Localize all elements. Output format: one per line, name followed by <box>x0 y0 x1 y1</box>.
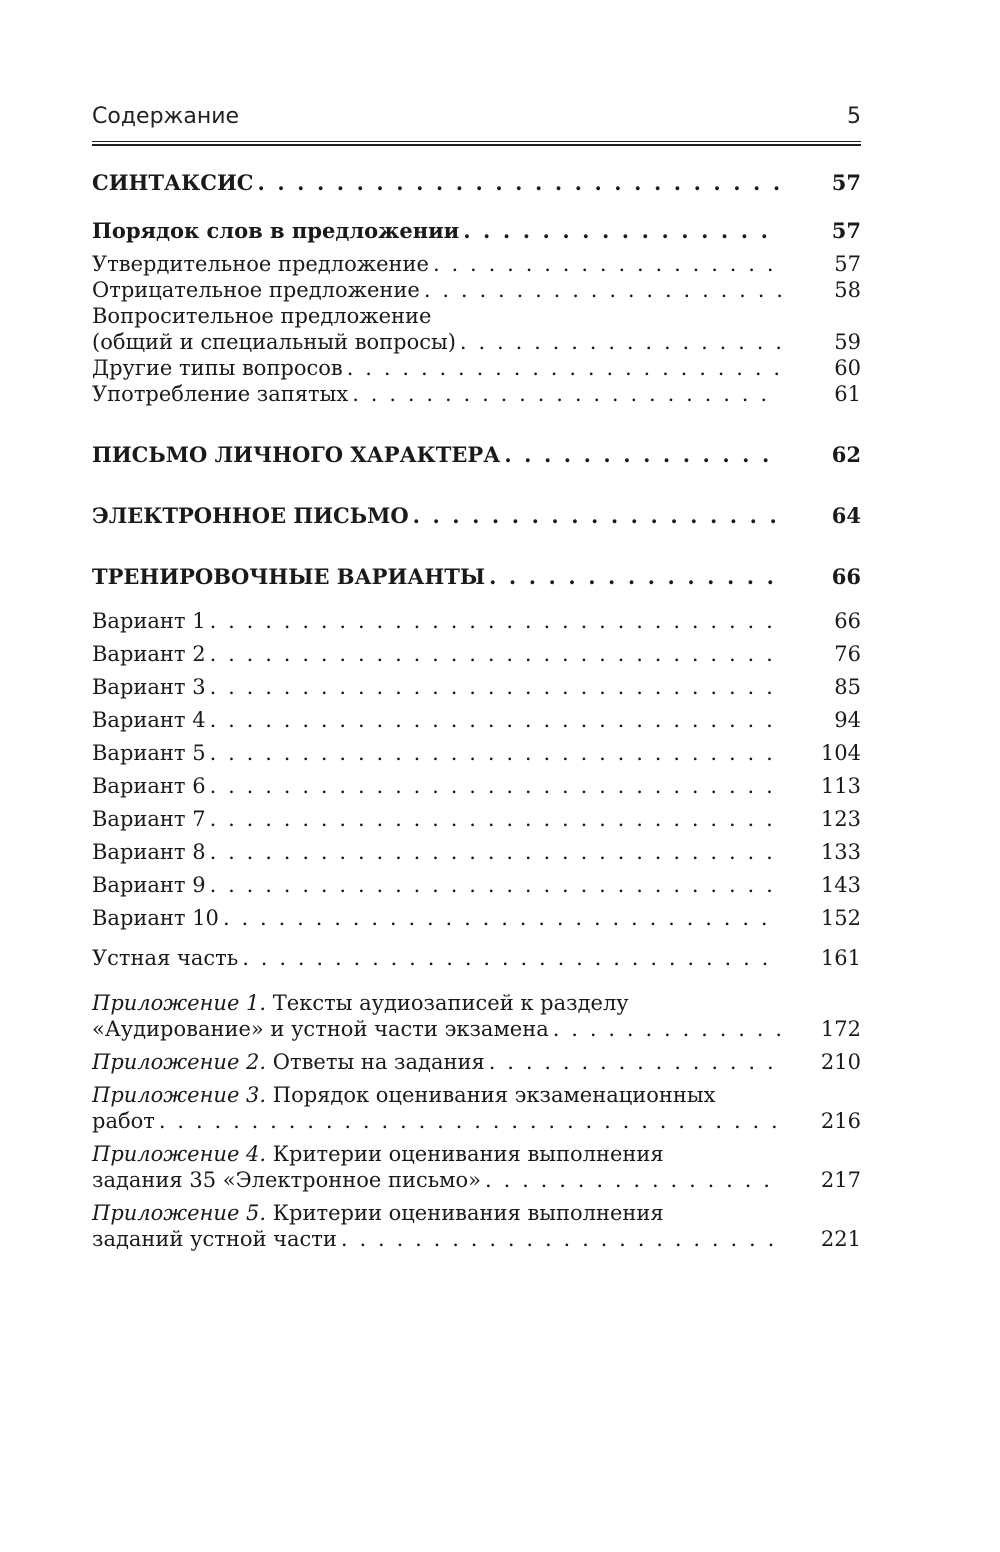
leader-dots <box>210 770 781 803</box>
appendix-prefix: Приложение 4. <box>92 1142 267 1166</box>
running-header <box>92 104 861 134</box>
toc-entry-label: Вариант 10 <box>92 906 219 930</box>
leader-dots <box>242 945 781 971</box>
toc-entry-page: 133 <box>820 840 861 864</box>
leader-dots <box>485 1167 781 1193</box>
toc-entry-label: Вариант 5 <box>92 741 206 765</box>
toc-entry-variant <box>92 836 861 869</box>
toc-entry-page: 94 <box>834 708 861 732</box>
appendix-prefix: Приложение 1. <box>92 991 267 1015</box>
toc-entry-page: 161 <box>820 946 861 970</box>
toc-entry-label: Устная часть <box>92 946 239 970</box>
appendix-prefix: Приложение 3. <box>92 1083 267 1107</box>
toc-entry-variant <box>92 638 861 671</box>
leader-dots <box>223 902 781 935</box>
toc-entry-label: Вариант 1 <box>92 609 206 633</box>
leader-dots <box>352 381 781 407</box>
toc-entry-page: 143 <box>820 873 861 897</box>
toc-entry-label: «Аудирование» и устной части экзамена <box>92 1017 549 1041</box>
toc-entry-page: 113 <box>820 774 861 798</box>
toc-entry-label: Отрицательное предложение <box>92 278 420 302</box>
appendix-prefix: Приложение 2. <box>92 1050 267 1074</box>
toc-entry-page: 221 <box>820 1227 861 1251</box>
appendix-line <box>92 1049 861 1075</box>
leader-dots <box>424 277 781 303</box>
toc-entry-label: заданий устной части <box>92 1227 337 1251</box>
toc-entry-page: 57 <box>831 170 861 195</box>
toc-entry-label: (общий и специальный вопросы) <box>92 330 456 354</box>
leader-dots <box>460 329 781 355</box>
leader-dots <box>347 355 781 381</box>
toc-entry-appendix-4 <box>92 1141 861 1193</box>
toc-entry-label: ПИСЬМО ЛИЧНОГО ХАРАКТЕРА <box>92 442 501 467</box>
appendix-line <box>92 1200 861 1226</box>
appendix-line <box>92 990 861 1016</box>
toc-entry-page: 62 <box>831 442 861 467</box>
toc-entry-page: 60 <box>834 356 861 380</box>
appendix-line <box>92 1167 861 1193</box>
leader-dots <box>210 737 781 770</box>
toc-entry-label: Утвердительное предложение <box>92 252 429 276</box>
toc-entry-commas <box>92 381 861 407</box>
leader-dots <box>159 1108 781 1134</box>
toc-entry-oral <box>92 945 861 971</box>
toc-entry-page: 217 <box>820 1168 861 1192</box>
toc-entry-page: 104 <box>820 741 861 765</box>
appendix-line <box>92 1226 861 1252</box>
toc-entry-label: ЭЛЕКТРОННОЕ ПИСЬМО <box>92 503 409 528</box>
toc-entry-label: задания 35 «Электронное письмо» <box>92 1168 482 1192</box>
toc-entry-affirmative <box>92 251 861 277</box>
toc-entry-page: 123 <box>820 807 861 831</box>
leader-dots <box>433 251 781 277</box>
toc-entry-negative <box>92 277 861 303</box>
toc-entry-page: 85 <box>834 675 861 699</box>
toc-entry-interrogative-line1: Вопросительное предложение <box>92 304 432 328</box>
toc-entry-appendix-3 <box>92 1082 861 1134</box>
toc-entry-variant <box>92 704 861 737</box>
toc-entry-label <box>92 1049 489 1075</box>
leader-dots <box>258 170 782 196</box>
toc-entry-appendix-2 <box>92 1049 861 1075</box>
toc-entry-personal-letter <box>92 442 861 468</box>
toc-entry-email <box>92 503 861 529</box>
leader-dots <box>210 638 781 671</box>
leader-dots <box>504 442 781 468</box>
toc-entry-label: ТРЕНИРОВОЧНЫЕ ВАРИАНТЫ <box>92 564 486 589</box>
table-of-contents <box>92 167 861 1252</box>
toc-entry-label: Вариант 8 <box>92 840 206 864</box>
toc-entry-label: СИНТАКСИС <box>92 170 254 195</box>
toc-entry-page: 66 <box>834 609 861 633</box>
leader-dots <box>553 1016 781 1042</box>
toc-entry-practice <box>92 564 861 590</box>
toc-entry-page: 58 <box>834 278 861 302</box>
toc-entry-variant <box>92 902 861 935</box>
appendix-title: Критерии оценивания выполнения <box>266 1201 664 1225</box>
toc-entry-variant <box>92 737 861 770</box>
leader-dots <box>210 605 781 638</box>
toc-entry-word-order <box>92 218 861 244</box>
appendix-title: Тексты аудиозаписей к разделу <box>266 991 629 1015</box>
leader-dots <box>210 836 781 869</box>
toc-entry-page: 57 <box>834 252 861 276</box>
leader-dots <box>210 803 781 836</box>
toc-entry-page: 59 <box>834 330 861 354</box>
toc-entry-page: 210 <box>820 1050 861 1074</box>
toc-entry-page: 172 <box>820 1017 861 1041</box>
variants-list <box>92 605 861 935</box>
toc-entry-appendix-1 <box>92 990 861 1042</box>
toc-entry-label: Вариант 7 <box>92 807 206 831</box>
toc-entry-label: Вариант 3 <box>92 675 206 699</box>
appendix-line <box>92 1141 861 1167</box>
toc-entry-label: Вариант 4 <box>92 708 206 732</box>
toc-entry-label: Другие типы вопросов <box>92 356 343 380</box>
header-rule <box>92 141 861 146</box>
leader-dots <box>210 869 781 902</box>
leader-dots <box>463 218 781 244</box>
toc-entry-label: Вариант 9 <box>92 873 206 897</box>
toc-entry-page: 64 <box>831 503 861 528</box>
leader-dots <box>210 671 781 704</box>
appendix-prefix: Приложение 5. <box>92 1201 267 1225</box>
toc-entry-label: работ <box>92 1109 155 1133</box>
appendix-title: Критерии оценивания выполнения <box>266 1142 664 1166</box>
appendix-line <box>92 1082 861 1108</box>
toc-entry-syntax <box>92 170 861 196</box>
toc-entry-variant <box>92 869 861 902</box>
toc-entry-page: 216 <box>820 1109 861 1133</box>
appendix-line <box>92 1108 861 1134</box>
toc-entry-label: Вариант 6 <box>92 774 206 798</box>
toc-entry-other-questions <box>92 355 861 381</box>
appendix-line <box>92 1016 861 1042</box>
leader-dots <box>210 704 781 737</box>
toc-entry-variant <box>92 803 861 836</box>
toc-entry-label: Употребление запятых <box>92 382 349 406</box>
appendix-title: Ответы на задания <box>266 1050 485 1074</box>
leader-dots <box>341 1226 781 1252</box>
toc-entry-page: 66 <box>831 564 861 589</box>
leader-dots <box>413 503 781 529</box>
leader-dots <box>489 564 781 590</box>
toc-entry-label: Вариант 2 <box>92 642 206 666</box>
toc-entry-variant <box>92 770 861 803</box>
toc-entry-interrogative <box>92 329 861 355</box>
toc-entry-page: 152 <box>820 906 861 930</box>
toc-entry-page: 61 <box>834 382 861 406</box>
toc-entry-page: 76 <box>834 642 861 666</box>
toc-entry-label: Порядок слов в предложении <box>92 218 460 243</box>
toc-entry-appendix-5 <box>92 1200 861 1252</box>
appendix-title: Порядок оценивания экзаменационных <box>266 1083 716 1107</box>
toc-entry-variant <box>92 605 861 638</box>
toc-entry-variant <box>92 671 861 704</box>
page-number: 5 <box>847 104 861 129</box>
header-title: Содержание <box>92 104 240 129</box>
toc-entry-page: 57 <box>831 218 861 243</box>
leader-dots <box>489 1049 781 1075</box>
